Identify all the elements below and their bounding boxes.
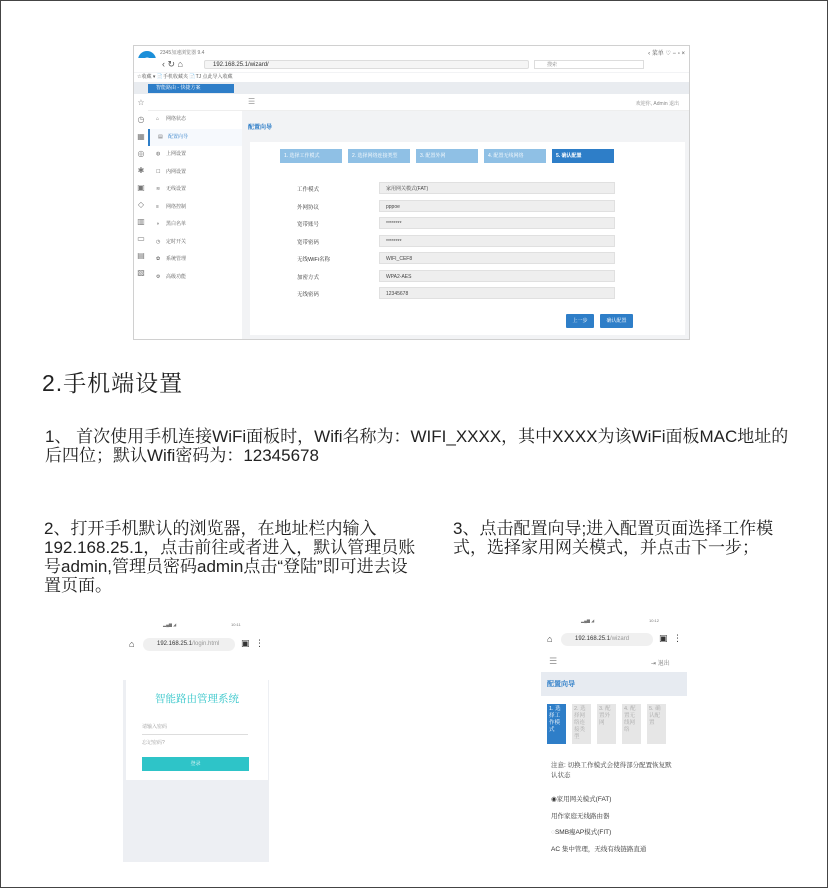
calendar-icon[interactable]: ▦: [137, 132, 145, 141]
game-icon[interactable]: ▣: [137, 183, 145, 192]
weibo-icon[interactable]: ✱: [137, 166, 145, 175]
gamepad-icon[interactable]: ◇: [137, 200, 145, 209]
radio-selected-icon[interactable]: ◉: [551, 796, 557, 803]
phone-step-3[interactable]: 3. 配置外网: [597, 704, 616, 744]
prev-button[interactable]: 上一步: [566, 314, 594, 328]
password-input[interactable]: 请输入密码: [142, 720, 248, 735]
save-icon[interactable]: ▤: [137, 251, 145, 260]
menu-icon[interactable]: ☰: [549, 656, 558, 666]
sidebar-item-icon: ◷: [156, 238, 161, 245]
instruction-3: 3、点击配置向导;进入配置页面选择工作模式，选择家用网关模式，并点击下一步；: [453, 519, 774, 557]
router-header: [242, 94, 689, 111]
browser-app-title: 2345加速浏览器 9.4: [160, 50, 205, 56]
sidebar-item-9[interactable]: [148, 269, 242, 287]
phone-step-4[interactable]: 4. 配置无线网络: [622, 704, 641, 744]
row-value-ssid: WIFI_CEF8: [379, 252, 615, 264]
home-icon[interactable]: ⌂: [547, 634, 553, 644]
row-value-wifi-password: 12345678: [379, 287, 615, 299]
status-time: 10:12: [649, 618, 660, 623]
window-controls[interactable]: ‹ 菜单 ♡ − ▫ ×: [648, 51, 685, 57]
menu-icon[interactable]: ☰: [248, 97, 256, 106]
star-icon[interactable]: ☆: [137, 98, 145, 107]
sidebar-item-icon: ⚙: [156, 273, 161, 280]
welcome-text[interactable]: 欢迎你, Admin 退出: [635, 101, 679, 107]
option-fit-desc: AC 集中管理，无线有线链路直通: [551, 846, 647, 853]
chat-icon[interactable]: ◎: [137, 149, 145, 158]
wizard-note: 注意: 切换工作模式会使得部分配置恢复默认状态: [551, 762, 672, 779]
wizard-title: 配置向导: [547, 681, 575, 688]
sidebar-item-icon: ◑: [156, 221, 160, 227]
sidebar-item-7[interactable]: [148, 234, 242, 252]
nav-buttons-icon[interactable]: ‹ ↻ ⌂: [162, 59, 183, 69]
sidebar-item-8[interactable]: [148, 251, 242, 269]
browser-side-strip: [134, 94, 149, 339]
sidebar-item-icon: ✿: [156, 256, 161, 262]
phone-step-5[interactable]: 5. 确认配置: [647, 704, 666, 744]
status-bar: [123, 620, 269, 632]
sidebar-item-4[interactable]: [148, 181, 242, 199]
phone-step-1[interactable]: 1. 选择工作模式: [547, 704, 566, 744]
desktop-url-bar[interactable]: 192.168.25.1/wizard/: [204, 60, 529, 69]
row-label-account: 宽带账号: [297, 222, 320, 228]
more-icon[interactable]: ⋮: [255, 638, 264, 648]
confirm-button[interactable]: 确认配置: [600, 314, 633, 328]
sidebar-item-label: 上网设置: [166, 151, 187, 157]
instruction-1: 1、 首次使用手机连接WiFi面板时，Wifi名称为：WIFI_XXXX，其中XXXX为该WiFi面板MAC地址的后四位；默认Wifi密码为：12345678: [45, 427, 789, 465]
sidebar-item-5[interactable]: [148, 199, 242, 217]
sidebar-header: [148, 94, 242, 111]
tv-icon[interactable]: ▭: [137, 234, 145, 243]
logout-label: 退出: [657, 661, 670, 667]
sidebar-item-label: 配置向导: [168, 133, 189, 140]
url-host: 192.168.25.1: [157, 641, 193, 647]
cart-icon[interactable]: ▥: [137, 217, 145, 226]
phone-url-bar[interactable]: [143, 638, 235, 651]
row-label-wifi-password: 无线密码: [297, 292, 320, 298]
sidebar-item-2[interactable]: [148, 146, 242, 164]
row-value-protocol: pppoe: [379, 200, 615, 212]
option-fat-desc: 用作家庭无线路由器: [551, 813, 610, 820]
sidebar-item-label: 网络状态: [166, 116, 187, 122]
sidebar-item-icon: ⌂: [156, 116, 160, 122]
status-time: 10:11: [231, 622, 241, 627]
row-value-mode: 家用网关模式(FAT): [379, 182, 615, 194]
row-label-encryption: 加密方式: [297, 275, 320, 281]
option-fit-label: SMB瘦AP模式(FIT): [554, 829, 612, 836]
row-value-password: ********: [379, 235, 615, 247]
url-path: /wizard: [610, 636, 630, 642]
wizard-step-5[interactable]: 5. 确认配置: [552, 149, 614, 163]
wizard-step-1[interactable]: 1. 选择工作模式: [280, 149, 342, 163]
option-fat[interactable]: [551, 794, 611, 803]
sidebar-item-label: 高级功能: [166, 273, 187, 280]
sidebar-item-label: 黑白名单: [166, 221, 187, 227]
desktop-search-box[interactable]: 搜索: [534, 60, 644, 69]
tabs-icon[interactable]: ▣: [659, 633, 668, 643]
clock-icon[interactable]: ◷: [137, 115, 145, 124]
signal-icon: ▂▄▆ ◢: [163, 622, 177, 627]
logout-link[interactable]: ⇥ 退出: [651, 661, 670, 667]
favorites-bar[interactable]: ☆收藏 ▾ 📄手机收藏夹 📄TJ 点此导入收藏: [134, 73, 689, 82]
sidebar-item-label: 系统管理: [166, 256, 187, 262]
page-title: 配置向导: [248, 125, 273, 131]
option-fit[interactable]: [551, 827, 611, 836]
sidebar-item-label: 定时开关: [166, 238, 187, 245]
row-label-protocol: 外网协议: [297, 205, 320, 211]
sidebar-item-icon: ≡: [156, 203, 159, 210]
sidebar-item-label: 内网设置: [166, 168, 187, 175]
wizard-step-3[interactable]: 3. 配置外网: [416, 149, 478, 163]
desktop-browser-screenshot: [133, 45, 690, 340]
sidebar-item-1[interactable]: [148, 129, 242, 147]
forgot-password-link[interactable]: 忘记密码?: [142, 740, 165, 746]
sidebar-item-icon: ◍: [156, 151, 161, 157]
router-sidebar: [148, 94, 242, 339]
sidebar-item-icon: ≋: [156, 186, 161, 192]
browser-tab[interactable]: 智能路由 - 快捷方案: [148, 84, 234, 93]
more-icon[interactable]: ⋮: [673, 633, 682, 643]
wizard-step-2[interactable]: 2. 选择网络连接类型: [348, 149, 410, 163]
login-title: 智能路由管理系统: [155, 693, 239, 705]
instruction-2: 2、打开手机默认的浏览器，在地址栏内输入192.168.25.1，点击前往或者进入，默认管理员账号admin,管理员密码admin点击“登陆”即可进去设置页面。: [44, 519, 416, 595]
url-host: 192.168.25.1: [575, 636, 611, 642]
phone-url-bar[interactable]: [561, 633, 653, 646]
option-fat-label: 家用网关模式(FAT): [556, 796, 612, 803]
section-heading: 2.手机端设置: [42, 370, 184, 396]
sidebar-item-label: 网络控制: [166, 203, 187, 210]
row-value-account: ********: [379, 217, 615, 229]
row-label-ssid: 无线WiFi名称: [297, 257, 330, 263]
signal-icon: ▂▄▆ ◢: [581, 618, 595, 623]
wizard-step-4[interactable]: 4. 配置无线网络: [484, 149, 546, 163]
sidebar-item-0[interactable]: [148, 111, 242, 129]
row-label-password: 宽带密码: [297, 240, 320, 246]
sidebar-item-icon: ▤: [158, 133, 163, 140]
sidebar-item-6[interactable]: [148, 216, 242, 234]
phone-step-2[interactable]: 2. 选择网络连接类型: [572, 704, 591, 744]
note-icon[interactable]: ▧: [137, 268, 145, 277]
sidebar-item-3[interactable]: [148, 164, 242, 182]
browser-titlebar: [134, 46, 689, 58]
tabs-icon[interactable]: ▣: [241, 638, 250, 648]
radio-unselected-icon[interactable]: ○: [551, 829, 555, 836]
home-icon[interactable]: ⌂: [129, 639, 135, 649]
sidebar-item-icon: ☐: [156, 168, 161, 175]
url-path: /login.html: [192, 641, 220, 647]
sidebar-item-label: 无线设置: [166, 186, 187, 192]
login-button[interactable]: 登录: [142, 757, 249, 771]
row-label-mode: 工作模式: [297, 187, 320, 193]
row-value-encryption: WPA2-AES: [379, 270, 615, 282]
